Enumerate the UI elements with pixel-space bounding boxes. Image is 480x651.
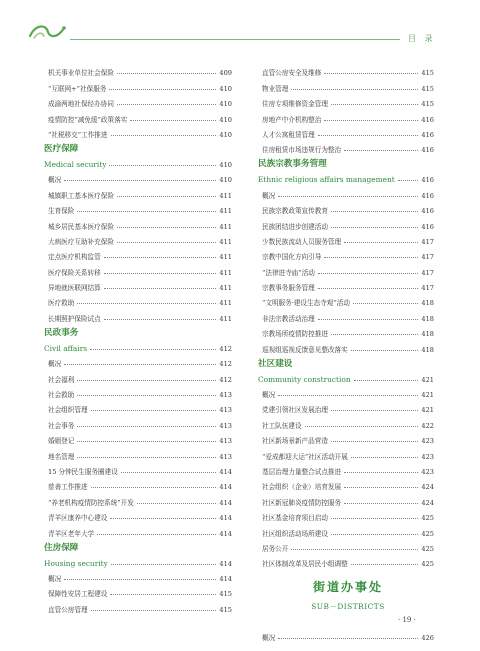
toc-entry-label: 社会福利 xyxy=(48,375,75,384)
toc-entry-label: 社区体制改革及居民小组调整 xyxy=(262,560,348,569)
leader-dots xyxy=(117,196,216,197)
toc-entry[interactable] xyxy=(48,414,232,429)
section-title-cn: 民政事务 xyxy=(44,327,79,338)
leader-dots xyxy=(137,503,217,504)
section-title-en[interactable] xyxy=(258,369,434,384)
toc-entry[interactable] xyxy=(48,261,232,276)
section-title-en-label: Medical security xyxy=(44,159,107,169)
toc-entry[interactable] xyxy=(48,507,232,522)
toc-entry[interactable] xyxy=(262,507,434,522)
page-ref: 415 xyxy=(421,69,434,78)
toc-entry[interactable] xyxy=(262,231,434,246)
toc-entry-label: 人才公寓租赁管理 xyxy=(262,130,315,139)
page-ref: 418 xyxy=(421,299,434,308)
page-ref: 416 xyxy=(421,115,434,124)
toc-entry[interactable] xyxy=(48,215,232,230)
toc-entry[interactable] xyxy=(262,124,434,139)
page-ref: 418 xyxy=(421,345,434,354)
toc-entry-label: 保障性安居工程建设 xyxy=(48,590,108,599)
toc-entry-label: 城乡居民基本医疗保险 xyxy=(48,222,114,231)
leader-dots xyxy=(331,227,418,228)
section-title-en-label: Housing security xyxy=(44,558,108,568)
toc-entry[interactable] xyxy=(48,124,232,139)
leader-dots xyxy=(77,457,216,458)
section-title-en-label: Civil affairs xyxy=(44,343,88,353)
toc-entry[interactable] xyxy=(48,598,232,613)
toc-entry[interactable] xyxy=(48,445,232,460)
leader-dots xyxy=(109,89,216,90)
page-ref: 417 xyxy=(421,253,434,262)
page-ref: 411 xyxy=(219,284,232,293)
page-ref: 414 xyxy=(219,529,232,538)
toc-entry-label: 基层治理力量整合试点推进 xyxy=(262,467,342,476)
toc-entry-label: 宗教场所疫情防控推进 xyxy=(262,330,328,339)
leader-dots xyxy=(278,196,418,197)
toc-entry-label: 住房租赁市场违规行为整治 xyxy=(262,146,342,155)
toc-entry-label: 社会组织（企业）培育发展 xyxy=(262,483,342,492)
page-ref: 416 xyxy=(421,207,434,216)
toc-entry-label: 宗教事务服务管理 xyxy=(262,284,315,293)
toc-entry-label: 党建引领社区发展治理 xyxy=(262,406,328,415)
leader-dots xyxy=(97,534,216,535)
toc-entry[interactable] xyxy=(262,323,434,338)
toc-entry-label: 医疗保险关系转移 xyxy=(48,268,101,277)
toc-entry-label: 生育保险 xyxy=(48,207,75,216)
page-ref: 425 xyxy=(421,560,434,569)
page-ref: 413 xyxy=(219,437,232,446)
leader-dots xyxy=(318,319,419,320)
leader-dots xyxy=(90,349,216,350)
toc-entry-label: 疫情防控“减免缓”政策落实 xyxy=(48,115,128,124)
leader-dots xyxy=(91,487,217,488)
leader-dots xyxy=(331,211,418,212)
page-ref: 411 xyxy=(219,299,232,308)
page-ref: 410 xyxy=(219,84,232,93)
page-ref: 416 xyxy=(421,191,434,200)
page-ref: 416 xyxy=(421,222,434,231)
leader-dots xyxy=(104,257,217,258)
toc-entry[interactable] xyxy=(262,476,434,491)
toc-entry-label: 物业管理 xyxy=(262,84,289,93)
page-ref: 414 xyxy=(219,559,232,568)
page-ref: 416 xyxy=(421,130,434,139)
page-ref: 414 xyxy=(219,498,232,507)
leader-dots xyxy=(104,273,217,274)
leader-dots xyxy=(64,180,216,181)
toc-entry-label: 长期照护保险试点 xyxy=(48,314,101,323)
toc-entry-label: 概况 xyxy=(262,191,276,200)
toc-entry-label: 房地产中介机构整治 xyxy=(262,115,322,124)
leader-dots xyxy=(331,410,418,411)
toc-entry[interactable] xyxy=(262,626,434,641)
leader-dots xyxy=(130,120,216,121)
toc-entry-label: “养老机构疫情防控系统”开发 xyxy=(48,498,134,507)
toc-entry-label: 非法宗教活动治理 xyxy=(262,314,315,323)
toc-entry[interactable] xyxy=(48,461,232,476)
page-ref: 411 xyxy=(219,253,232,262)
toc-entry[interactable] xyxy=(262,338,434,353)
page-ref: 410 xyxy=(219,130,232,139)
page-ref: 423 xyxy=(421,452,434,461)
toc-entry-label: 直管公房安全及维修 xyxy=(262,69,322,78)
toc-entry-label: 民族团结进步创建活动 xyxy=(262,222,328,231)
page-ref: 417 xyxy=(421,284,434,293)
toc-entry-label: 概况 xyxy=(262,391,276,400)
toc-entry-label: 异地就医联网结算 xyxy=(48,284,101,293)
toc-entry-label: 婚姻登记 xyxy=(48,437,75,446)
toc-entry-label: 慈善工作推进 xyxy=(48,483,88,492)
toc-entry[interactable] xyxy=(262,215,434,230)
leader-dots xyxy=(305,426,419,427)
header-title: 目 录 xyxy=(408,34,436,43)
leader-dots xyxy=(104,319,217,320)
page-ref: 421 xyxy=(421,375,434,384)
toc-entry-label: “互联网+”社保服务 xyxy=(48,84,107,93)
leader-dots xyxy=(318,135,419,136)
toc-entry-label: 社区基金培育项目启动 xyxy=(262,514,328,523)
page-ref: 412 xyxy=(219,344,232,353)
toc-entry[interactable] xyxy=(262,399,434,414)
toc-entry[interactable] xyxy=(48,246,232,261)
toc-entry[interactable] xyxy=(262,522,434,537)
header-rule xyxy=(70,39,400,40)
toc-entry-label: 15 分钟民生服务圈建设 xyxy=(48,467,118,476)
leader-dots xyxy=(64,364,216,365)
toc-entry[interactable] xyxy=(262,93,434,108)
toc-entry[interactable] xyxy=(48,384,232,399)
toc-entry[interactable] xyxy=(48,93,232,108)
leader-dots xyxy=(111,564,217,565)
leaf-swirl-icon xyxy=(28,22,68,42)
leader-dots xyxy=(344,503,418,504)
section-title-cn: 民族宗教事务管理 xyxy=(258,159,327,170)
toc-entry[interactable] xyxy=(262,292,434,307)
leader-dots xyxy=(331,441,418,442)
leader-dots xyxy=(324,257,418,258)
leader-dots xyxy=(344,242,418,243)
toc-entry[interactable] xyxy=(48,62,232,77)
toc-entry-label: 社会组织管理 xyxy=(48,406,88,415)
page-ref: 411 xyxy=(219,268,232,277)
page-ref: 417 xyxy=(421,268,434,277)
page-ref: 413 xyxy=(219,391,232,400)
page-ref: 417 xyxy=(421,237,434,246)
toc-entry[interactable] xyxy=(48,491,232,506)
leader-dots xyxy=(324,73,418,74)
leader-dots xyxy=(77,303,216,304)
page-ref: 421 xyxy=(421,406,434,415)
toc-entry-label: 地名管理 xyxy=(48,452,75,461)
page-ref: 411 xyxy=(219,222,232,231)
toc-entry[interactable] xyxy=(48,522,232,537)
leader-dots xyxy=(291,89,418,90)
leader-dots xyxy=(331,334,418,335)
toc-entry-label: 机关事业单位社会保险 xyxy=(48,69,114,78)
toc-entry[interactable] xyxy=(262,77,434,92)
toc-entry[interactable] xyxy=(262,307,434,322)
page-ref: 411 xyxy=(219,191,232,200)
toc-entry[interactable] xyxy=(48,77,232,92)
toc-entry-label: 概况 xyxy=(262,633,276,642)
toc-left-column xyxy=(44,62,232,614)
leader-dots xyxy=(344,150,418,151)
page-ref: 411 xyxy=(219,314,232,323)
leader-dots xyxy=(109,165,216,166)
toc-entry[interactable] xyxy=(262,430,434,445)
toc-entry[interactable] xyxy=(48,353,232,368)
toc-entry-label: 社区新场景新产品营造 xyxy=(262,437,328,446)
leader-dots xyxy=(77,441,216,442)
page-ref: 415 xyxy=(421,84,434,93)
page-ref: 415 xyxy=(219,590,232,599)
toc-entry-label: 社区新冠肺炎疫情防控服务 xyxy=(262,498,342,507)
page-ref: 424 xyxy=(421,498,434,507)
leader-dots xyxy=(117,227,216,228)
page-ref: 409 xyxy=(219,69,232,78)
toc-entry-label: 宗教中国化方向引导 xyxy=(262,253,322,262)
toc-entry[interactable] xyxy=(48,277,232,292)
page-ref: 410 xyxy=(219,160,232,169)
page-ref: 413 xyxy=(219,421,232,430)
leader-dots xyxy=(111,135,217,136)
page-ref: 411 xyxy=(219,237,232,246)
page-ref: 415 xyxy=(421,100,434,109)
toc-entry-label: “文明服务·建设生态寺观”活动 xyxy=(262,299,350,308)
page-ref: 414 xyxy=(219,483,232,492)
leader-dots xyxy=(77,395,216,396)
toc-entry-label: 青羊区康养中心建设 xyxy=(48,514,108,523)
section-title-en[interactable] xyxy=(44,154,232,169)
page-ref: 413 xyxy=(219,406,232,415)
toc-entry-label: 概况 xyxy=(48,574,62,583)
leader-dots xyxy=(110,594,216,595)
chapter-title-cn: 街道办事处 xyxy=(312,580,383,595)
page-ref: 414 xyxy=(219,467,232,476)
toc-entry[interactable] xyxy=(48,200,232,215)
toc-entry-label: “社税移交”工作推进 xyxy=(48,130,108,139)
toc-entry-label: 民族宗教政策宣传教育 xyxy=(262,207,328,216)
toc-entry[interactable] xyxy=(262,184,434,199)
toc-right-column xyxy=(258,62,434,642)
toc-entry-label: 社会事务 xyxy=(48,421,75,430)
toc-entry[interactable] xyxy=(262,553,434,568)
toc-entry[interactable] xyxy=(48,583,232,598)
leader-dots xyxy=(351,350,419,351)
page-number: · 19 · xyxy=(398,616,416,624)
leader-dots xyxy=(278,638,418,639)
leader-dots xyxy=(318,288,419,289)
toc-entry[interactable] xyxy=(262,538,434,553)
toc-entry[interactable] xyxy=(48,368,232,383)
toc-entry[interactable] xyxy=(262,200,434,215)
page-ref: 425 xyxy=(421,514,434,523)
page-ref: 410 xyxy=(219,176,232,185)
toc-entry-label: 巡视组巡视反馈意见整改落实 xyxy=(262,345,348,354)
page-ref: 413 xyxy=(219,452,232,461)
toc-entry[interactable] xyxy=(262,277,434,292)
page-ref: 423 xyxy=(421,467,434,476)
leader-dots xyxy=(353,303,418,304)
section-title-en-label: Community construction xyxy=(258,374,351,384)
toc-entry[interactable] xyxy=(48,307,232,322)
toc-entry[interactable] xyxy=(262,62,434,77)
page-ref: 411 xyxy=(219,207,232,216)
toc-entry-label: 概况 xyxy=(48,176,62,185)
toc-entry-label: 社会救助 xyxy=(48,391,75,400)
toc-entry[interactable] xyxy=(48,292,232,307)
toc-entry[interactable] xyxy=(48,108,232,123)
section-title-en[interactable] xyxy=(44,553,232,568)
page-ref: 421 xyxy=(421,391,434,400)
leader-dots xyxy=(91,610,217,611)
page-ref: 414 xyxy=(219,514,232,523)
toc-entry[interactable] xyxy=(48,476,232,491)
leader-dots xyxy=(324,120,418,121)
leader-dots xyxy=(77,211,216,212)
leader-dots xyxy=(117,242,216,243)
section-title-en[interactable] xyxy=(258,169,434,184)
toc-entry[interactable] xyxy=(262,461,434,476)
toc-entry[interactable] xyxy=(48,430,232,445)
leader-dots xyxy=(77,380,216,381)
leader-dots xyxy=(318,273,419,274)
toc-entry-label: 社工队伍建设 xyxy=(262,421,302,430)
toc-entry-label: 概况 xyxy=(48,360,62,369)
toc-entry-label: 少数民族流动人员服务管理 xyxy=(262,237,342,246)
toc-entry[interactable] xyxy=(262,246,434,261)
toc-entry-label: “法律进寺庙”活动 xyxy=(262,268,315,277)
leader-dots xyxy=(351,564,419,565)
page-ref: 414 xyxy=(219,574,232,583)
leader-dots xyxy=(331,518,418,519)
page-ref: 418 xyxy=(421,330,434,339)
page-ref: 412 xyxy=(219,360,232,369)
leader-dots xyxy=(278,395,418,396)
leader-dots xyxy=(117,104,216,105)
page-ref: 425 xyxy=(421,544,434,553)
toc-entry-label: 社区组织活动场所建设 xyxy=(262,529,328,538)
page-ref: 426 xyxy=(421,633,434,642)
page-ref: 422 xyxy=(421,421,434,430)
toc-entry-label: 青羊区老年大学 xyxy=(48,529,95,538)
page-ref: 418 xyxy=(421,314,434,323)
toc-entry[interactable] xyxy=(262,491,434,506)
leader-dots xyxy=(77,426,216,427)
toc-entry[interactable] xyxy=(262,384,434,399)
toc-entry-label: 住房专项维修资金管理 xyxy=(262,100,328,109)
toc-entry[interactable] xyxy=(48,399,232,414)
page-ref: 415 xyxy=(219,605,232,614)
leader-dots xyxy=(291,549,418,550)
section-title-cn: 社区建设 xyxy=(258,358,293,369)
toc-entry-label: “爱成都迎大运”社区活动开展 xyxy=(262,452,348,461)
toc-entry-label: 医疗救助 xyxy=(48,299,75,308)
leader-dots xyxy=(121,472,217,473)
toc-entry[interactable] xyxy=(48,568,232,583)
leader-dots xyxy=(117,73,216,74)
toc-entry[interactable] xyxy=(48,231,232,246)
leader-dots xyxy=(331,534,418,535)
toc-entry-label: 定点医疗机构监管 xyxy=(48,253,101,262)
toc-entry[interactable] xyxy=(48,169,232,184)
toc-entry-label: 城镇职工基本医疗保险 xyxy=(48,191,114,200)
leader-dots xyxy=(64,579,216,580)
toc-entry[interactable] xyxy=(262,445,434,460)
toc-entry[interactable] xyxy=(262,261,434,276)
leader-dots xyxy=(110,518,216,519)
page-ref: 423 xyxy=(421,437,434,446)
page-ref: 416 xyxy=(421,176,434,185)
toc-entry[interactable] xyxy=(262,108,434,123)
leader-dots xyxy=(344,472,418,473)
toc-entry-label: 大病医疗互助补充保险 xyxy=(48,237,114,246)
page-header xyxy=(0,0,480,48)
leader-dots xyxy=(331,104,418,105)
section-title-cn: 住房保障 xyxy=(44,542,79,553)
section-title-en[interactable] xyxy=(44,338,232,353)
leader-dots xyxy=(344,487,418,488)
toc-entry-label: 成渝两地社保经办协同 xyxy=(48,100,114,109)
page-ref: 410 xyxy=(219,100,232,109)
section-title-en-label: Ethnic religious affairs management xyxy=(258,175,395,185)
toc-entry[interactable] xyxy=(48,184,232,199)
page-ref: 412 xyxy=(219,375,232,384)
chapter-title-en: SUB－DISTRICTS xyxy=(311,602,385,612)
section-title-cn: 医疗保障 xyxy=(44,143,79,154)
leader-dots xyxy=(91,410,217,411)
leader-dots xyxy=(351,457,419,458)
toc-entry[interactable] xyxy=(262,139,434,154)
page-ref: 416 xyxy=(421,146,434,155)
toc-entry-label: 居务公开 xyxy=(262,544,289,553)
toc-entry-label: 直管公房管理 xyxy=(48,605,88,614)
leader-dots xyxy=(354,380,419,381)
page-ref: 424 xyxy=(421,483,434,492)
page-ref: 410 xyxy=(219,115,232,124)
leader-dots xyxy=(104,288,217,289)
page-ref: 425 xyxy=(421,529,434,538)
toc-entry[interactable] xyxy=(262,414,434,429)
leader-dots xyxy=(398,180,419,181)
